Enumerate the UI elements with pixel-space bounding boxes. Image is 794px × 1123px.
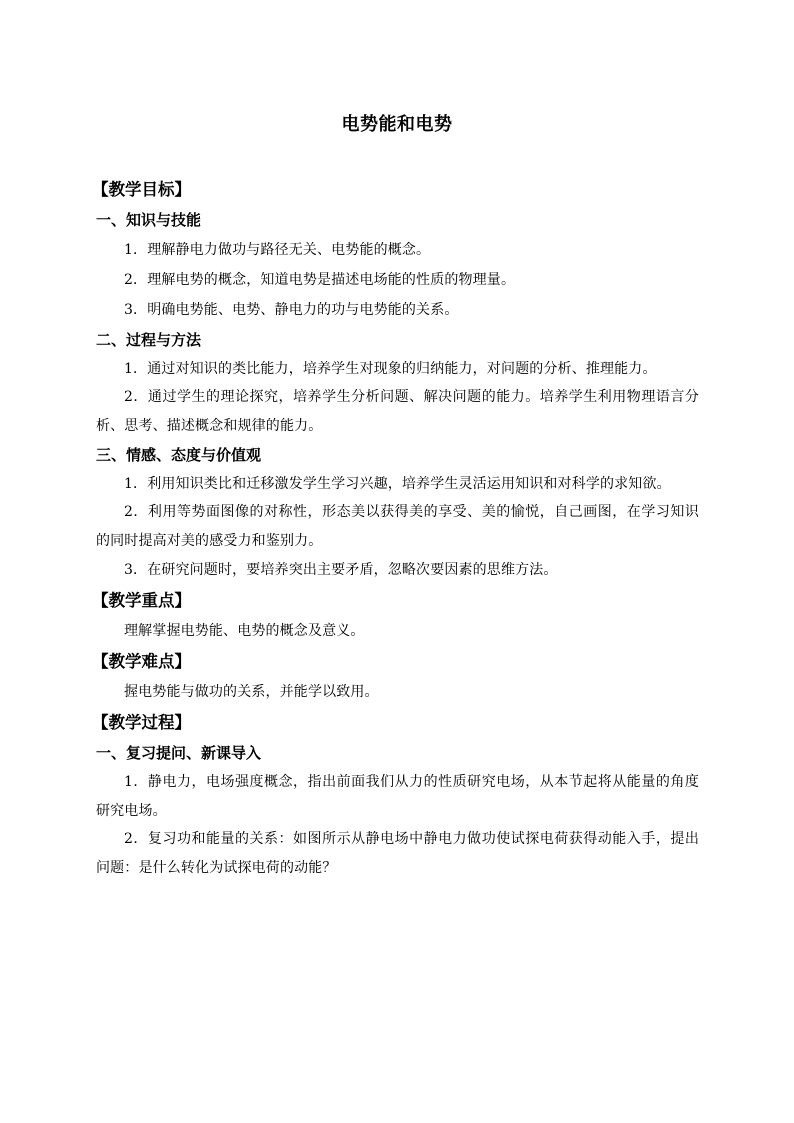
knowledge-item-3: 3．明确电势能、电势、静电力的功与电势能的关系。 xyxy=(124,302,459,318)
emotion-item-1: 1．利用知识类比和迁移激发学生学习兴趣，培养学生灵活运用知识和对科学的求知欲。 xyxy=(124,476,671,492)
document-title: 电势能和电势 xyxy=(341,114,453,135)
key-points-text: 理解掌握电势能、电势的概念及意义。 xyxy=(124,623,365,639)
review-intro-heading: 一、复习提问、新课导入 xyxy=(96,744,262,762)
knowledge-skills-heading: 一、知识与技能 xyxy=(96,211,202,229)
difficulties-text: 握电势能与做功的关系，并能学以致用。 xyxy=(124,684,379,700)
process-item-2: 2．通过学生的理论探究，培养学生分析问题、解决问题的能力。培养学生利用物理语言分析、思考、描述概念和规律的能力。 xyxy=(96,389,699,434)
teaching-process-heading: 【教学过程】 xyxy=(92,713,191,732)
emotion-item-3: 3．在研究问题时，要培养突出主要矛盾，忽略次要因素的思维方法。 xyxy=(124,562,558,578)
process-item-1: 1．通过对知识的类比能力，培养学生对现象的归纳能力，对问题的分析、推理能力。 xyxy=(124,361,657,377)
process-methods-heading: 二、过程与方法 xyxy=(96,331,202,349)
review-item-2: 2．复习功和能量的关系：如图所示从静电场中静电力做功使试探电荷获得动能入手，提出问题：是什么转化为试探电荷的动能？ xyxy=(96,831,699,876)
document-body xyxy=(92,178,699,886)
emotion-item-2: 2．利用等势面图像的对称性，形态美以获得美的享受、美的愉悦，自己画图，在学习知识的同时提高对美的感受力和鉴别力。 xyxy=(96,504,699,549)
knowledge-item-2: 2．理解电势的概念，知道电势是描述电场能的性质的物理量。 xyxy=(124,272,516,288)
emotion-values-heading: 三、情感、态度与价值观 xyxy=(96,446,262,464)
objectives-heading: 【教学目标】 xyxy=(92,180,191,199)
review-item-1: 1．静电力，电场强度概念，指出前面我们从力的性质研究电场，从本节起将从能量的角度研究电场。 xyxy=(96,774,699,819)
knowledge-item-1: 1．理解静电力做功与路径无关、电势能的概念。 xyxy=(124,242,431,258)
key-points-heading: 【教学重点】 xyxy=(92,591,191,610)
difficulties-heading: 【教学难点】 xyxy=(92,652,191,671)
